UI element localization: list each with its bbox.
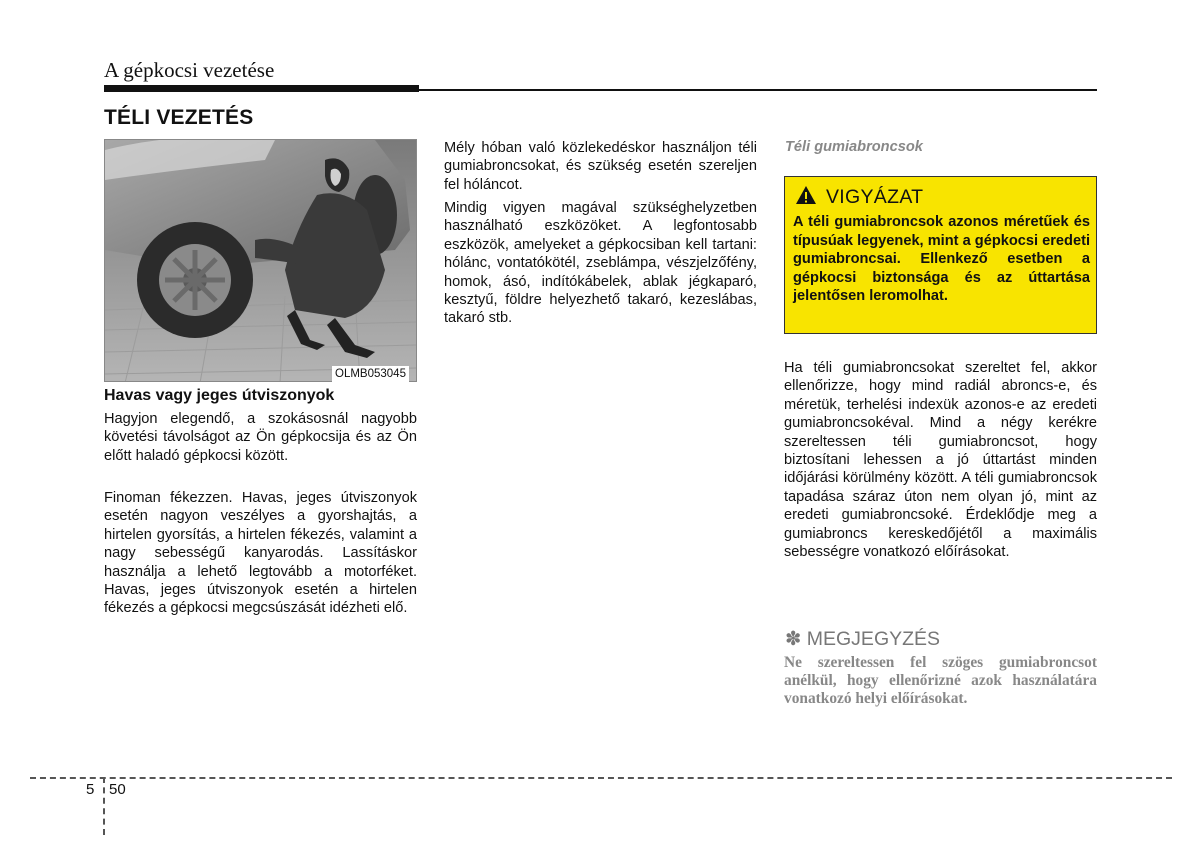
footer-section-number: 5 (86, 781, 95, 798)
warning-triangle-icon (795, 185, 817, 210)
footer-dashed-rule (30, 777, 1172, 779)
warning-title: VIGYÁZAT (826, 186, 924, 208)
paragraph-emergency-equipment: Mindig vigyen magával szükséghelyzetben használható eszközöket. A legfontosabb eszközök, amelyeket a gépkocsiban kell tartani: hólánc, vontatókötél, zseblámpa, vészjelzőfény, homok, ásó, indítókábelek, ablak jégkaparó, kesztyű, földre helyezhető takaró, kezeslábas, takaró stb. (444, 200, 757, 327)
chapter-title: A gépkocsi vezetése (104, 58, 275, 82)
section-title: TÉLI VEZETÉS (104, 106, 254, 129)
note-title: MEGJEGYZÉS (806, 628, 941, 650)
paragraph-following-distance: Hagyjon elegendő, a szokásosnál nagyobb követési távolságot az Ön gépkocsija és az Ön előtt haladó gépkocsi között. (104, 411, 417, 464)
paragraph-winter-tire-advice: Ha téli gumiabroncsokat szereltet fel, akkor ellenőrizze, hogy mind radiál abroncs-e, és méretük, terhelési indexük azonos-e az eredeti gumiabroncsokéval. Mind a négy kerékre szereltessen téli gumiabroncsot, hogy biztosítani lehessen a jó úttartást minden időjárási körülmény között. A téli gumiabroncsok tapadása száraz úton nem olyan jó, mint az eredeti gumiabroncsoké. Érdeklődje meg a gumiabroncs kereskedőjétől a maximális sebességre vonatkozó előírásokat. (784, 360, 1097, 561)
subheading-winter-tires: Téli gumiabroncsok (785, 139, 923, 155)
paragraph-deep-snow: Mély hóban való közlekedéskor használjon téli gumiabroncsokat, és szükség esetén szereljen fel hóláncot. (444, 140, 757, 193)
note-text: Ne szereltessen fel szöges gumiabroncsot anélkül, hogy ellenőrizné azok használatára vonatkozó helyi előírásokat. (784, 654, 1097, 708)
header-rule-thick (104, 85, 419, 92)
subheading-snowy-roads: Havas vagy jeges útviszonyok (104, 387, 335, 404)
footer-dashed-divider (103, 777, 105, 835)
warning-text: A téli gumiabroncsok azonos méretűek és típusúak legyenek, mint a gépkocsi eredeti gumiabroncsai. Ellenkező esetben a gépkocsi biztonsága és az úttartása jelentősen leromolhat. (793, 214, 1090, 305)
header-rule-thin (419, 89, 1097, 91)
note-heading (785, 627, 940, 651)
winter-driving-illustration (104, 139, 417, 382)
warning-box (784, 176, 1097, 334)
image-code: OLMB053045 (332, 366, 409, 382)
warning-header (795, 185, 923, 210)
paragraph-gentle-braking: Finoman fékezzen. Havas, jeges útviszonyok esetén nagyon veszélyes a gyorshajtás, a hirtelen gyorsítás, a hirtelen fékezés, valamint a nagy sebességű kanyarodás. Lassításkor használja a lehető legtovább a motorféket. Havas, jeges útviszonyok esetén a hirtelen fékezés a gépkocsi megcsúszását idézheti elő. (104, 490, 417, 617)
note-asterisk-icon: ✽ (785, 628, 802, 650)
footer-page-number: 50 (109, 781, 126, 798)
